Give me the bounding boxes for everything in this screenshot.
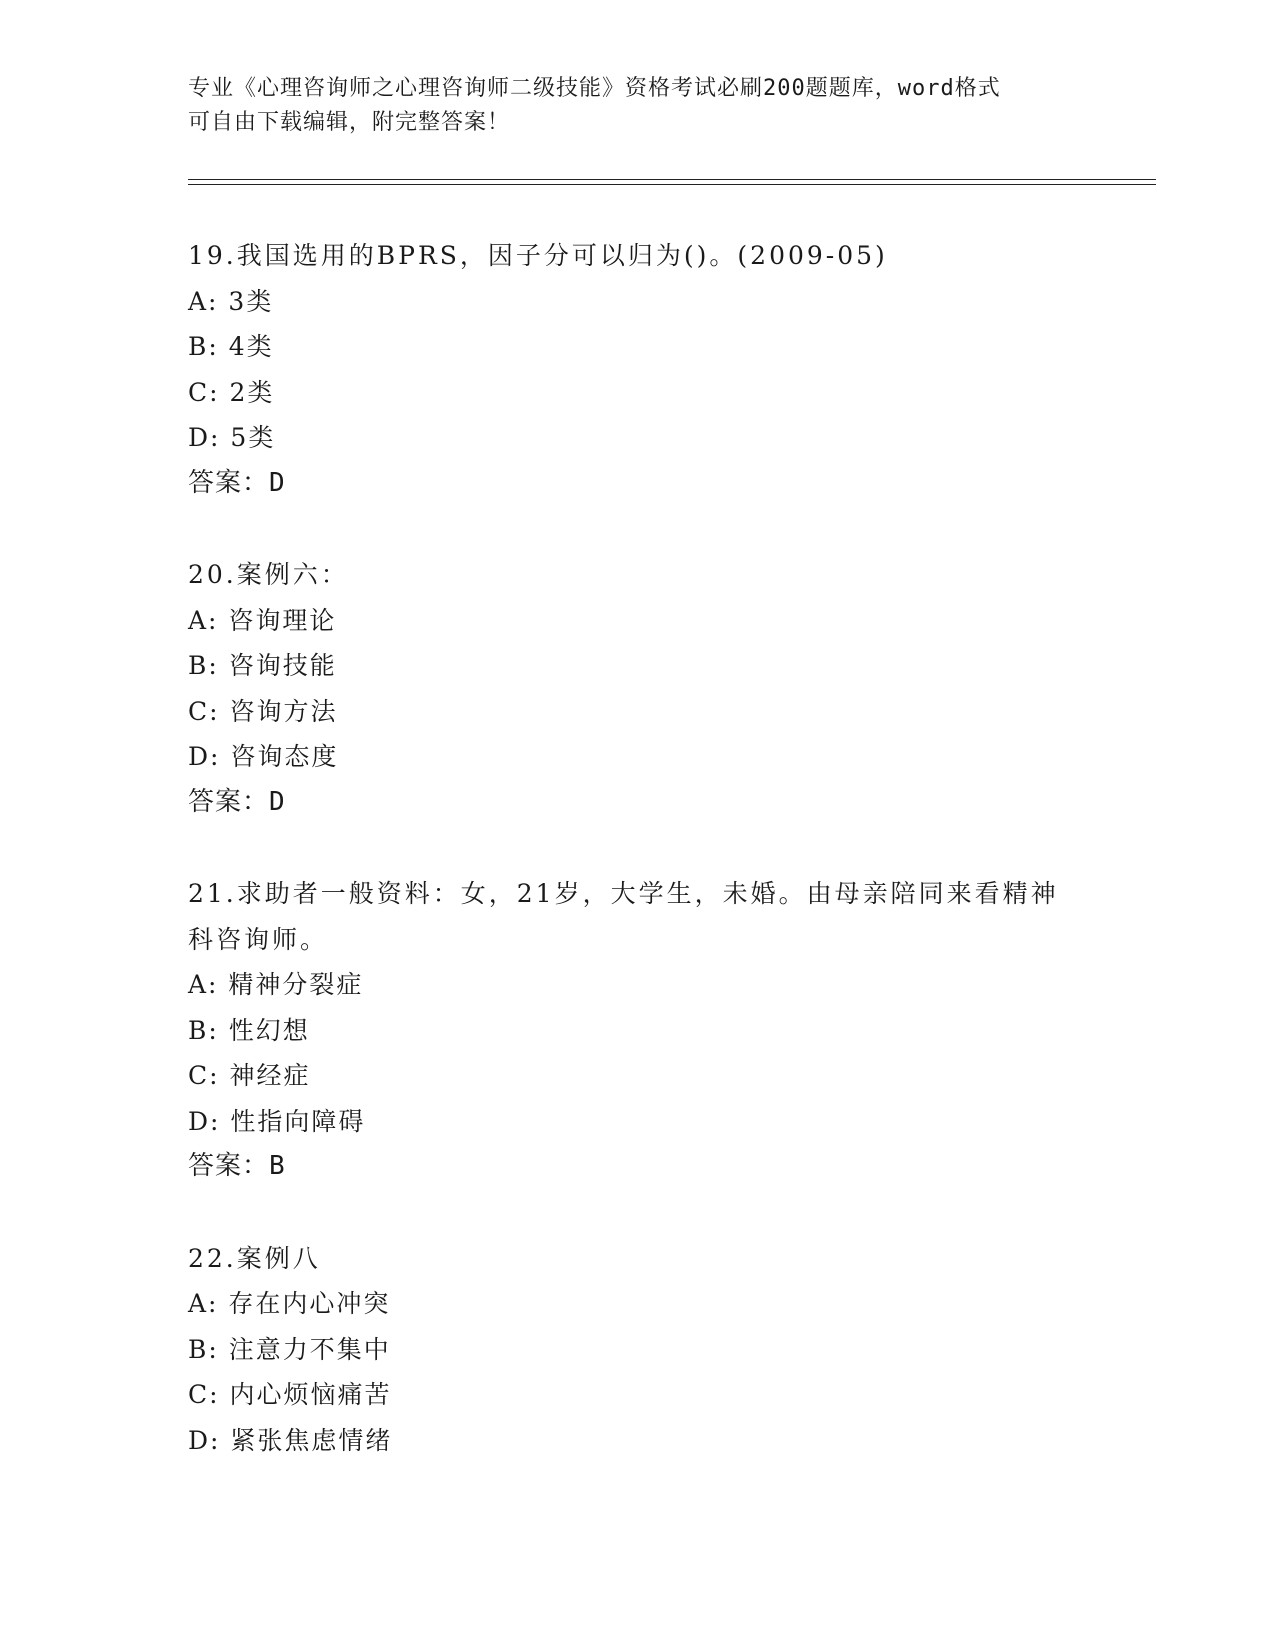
question-19 [188,233,1088,506]
document-header [188,72,1088,140]
question-stem: 20.案例六： [188,560,349,589]
option-c: C: 内心烦恼痛苦 [188,1380,392,1409]
option-a: A: 3类 [188,286,274,316]
option-a: A: 咨询理论 [188,605,337,635]
question-list [188,233,1088,1509]
header-divider-top [188,179,1156,180]
option-a: A: 存在内心冲突 [188,1289,391,1318]
option-b: B: 4类 [188,332,274,361]
question-stem-line-2: 科咨询师。 [188,924,329,954]
question-stem: 22.案例八 [188,1243,321,1273]
option-b: B: 咨询技能 [188,651,337,680]
option-d: D: 性指向障碍 [188,1106,366,1136]
header-title-line-2: 可自由下载编辑，附完整答案！ [188,110,511,135]
question-20 [188,552,1088,825]
answer-line: 答案：B [188,1151,286,1181]
option-b: B: 注意力不集中 [188,1334,391,1364]
header-title-line-1: 专业《心理咨询师之心理咨询师二级技能》资格考试必刷200题题库，word格式 [188,76,1001,101]
option-d: D: 咨询态度 [188,742,339,771]
header-divider-bottom [188,184,1156,185]
option-a: A: 精神分裂症 [188,970,364,999]
question-21 [188,871,1088,1190]
option-c: C: 咨询方法 [188,696,338,726]
option-d: D: 5类 [188,423,276,452]
question-stem: 19.我国选用的BPRS，因子分可以归为()。(2009-05) [188,241,888,270]
option-b: B: 性幻想 [188,1015,310,1045]
option-c: C: 神经症 [188,1061,311,1090]
option-c: C: 2类 [188,377,275,407]
answer-line: 答案：D [188,786,286,817]
question-stem-line-1: 21.求助者一般资料：女，21岁，大学生，未婚。由母亲陪同来看精神 [188,879,1059,908]
question-22 [188,1236,1088,1464]
answer-line: 答案：D [188,467,286,498]
option-d: D: 紧张焦虑情绪 [188,1425,393,1455]
